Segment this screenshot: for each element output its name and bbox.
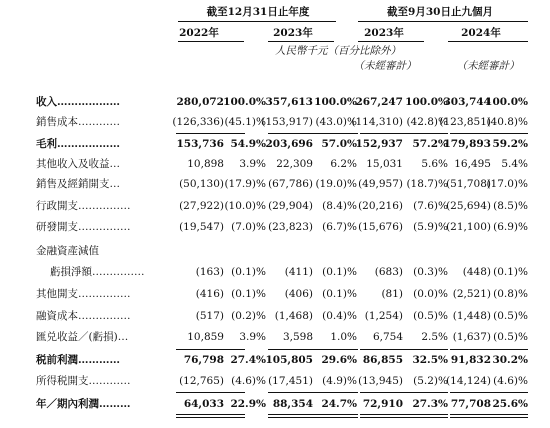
- leader-dots: ……………: [78, 221, 131, 233]
- header-rule: [178, 41, 244, 42]
- leader-dots: …………: [78, 116, 120, 128]
- percent-cell: 59.2%: [492, 138, 528, 150]
- amount-cell: 10,859: [187, 331, 224, 343]
- amount-cell: 303,744: [443, 96, 491, 108]
- amount-cell: (51,708): [446, 178, 491, 190]
- percent-cell: (18.7)%: [406, 178, 448, 190]
- percent-cell: (42.8)%: [406, 116, 448, 128]
- amount-cell: 153,736: [176, 138, 224, 150]
- percent-cell: (17.9)%: [224, 178, 266, 190]
- amount-cell: 86,855: [362, 354, 403, 366]
- total-rule: [360, 392, 448, 393]
- amount-cell: 280,072: [176, 96, 224, 108]
- total-rule: [450, 349, 528, 350]
- amount-cell: 6,754: [372, 331, 403, 343]
- col-year-header: 2024年: [461, 27, 501, 39]
- amount-cell: 10,898: [187, 158, 224, 170]
- row-label-text: 其他開支: [36, 288, 78, 300]
- row-label-text: 匯兑收益／(虧損): [36, 331, 118, 343]
- percent-cell: 27.4%: [230, 354, 266, 366]
- percent-cell: (7.6)%: [413, 200, 448, 212]
- col-year-header: 2022年: [179, 27, 219, 39]
- amount-cell: (13,945): [358, 375, 403, 387]
- amount-cell: (23,823): [268, 221, 313, 233]
- row-label: [36, 178, 120, 191]
- amount-cell: (114,310): [351, 116, 403, 128]
- leader-dots: …: [109, 178, 120, 190]
- amount-cell: (49,957): [358, 178, 403, 190]
- col-year-header: 2023年: [273, 27, 313, 39]
- percent-cell: (0.1)%: [322, 266, 357, 278]
- leader-dots: ………………: [57, 138, 120, 150]
- currency-note: 人民幣千元（百分比除外）: [275, 45, 401, 57]
- row-label: [36, 221, 131, 234]
- header-rule: [448, 41, 528, 42]
- amount-cell: (1,254): [364, 310, 403, 322]
- amount-cell: 72,910: [362, 398, 403, 410]
- percent-cell: (0.5)%: [493, 331, 528, 343]
- row-label: [36, 245, 99, 258]
- percent-cell: 100.0%: [314, 96, 357, 108]
- percent-cell: (19.0)%: [315, 178, 357, 190]
- percent-cell: 100.0%: [485, 96, 528, 108]
- percent-cell: (17.0)%: [486, 178, 528, 190]
- percent-cell: 32.5%: [412, 354, 448, 366]
- percent-cell: (0.1)%: [493, 266, 528, 278]
- percent-cell: (0.5)%: [413, 310, 448, 322]
- amount-cell: 267,247: [355, 96, 403, 108]
- amount-cell: (126,336): [172, 116, 224, 128]
- leader-dots: ………………: [57, 96, 120, 108]
- leader-dots: ……………: [92, 266, 145, 278]
- amount-cell: (683): [374, 266, 403, 278]
- row-label: [36, 331, 128, 344]
- amount-cell: (12,765): [179, 375, 224, 387]
- percent-cell: 22.9%: [230, 398, 266, 410]
- row-label-text: 研發開支: [36, 221, 78, 233]
- percent-cell: 5.4%: [501, 158, 528, 170]
- percent-cell: (4.6)%: [493, 375, 528, 387]
- row-label: [36, 354, 120, 367]
- percent-cell: 29.6%: [321, 354, 357, 366]
- amount-cell: 64,033: [183, 398, 224, 410]
- row-label-text: 毛利: [36, 138, 57, 150]
- percent-cell: (4.9)%: [322, 375, 357, 387]
- percent-cell: (0.8)%: [493, 288, 528, 300]
- header-rule: [358, 21, 528, 22]
- total-rule: [268, 417, 358, 418]
- percent-cell: 54.9%: [230, 138, 266, 150]
- row-label: [36, 138, 120, 151]
- percent-cell: 100.0%: [405, 96, 448, 108]
- amount-cell: (406): [284, 288, 313, 300]
- total-rule: [176, 392, 245, 393]
- unaudited-note: （未經審計）: [353, 60, 417, 72]
- total-rule: [360, 417, 448, 418]
- leader-dots: ……………: [78, 288, 131, 300]
- amount-cell: (416): [195, 288, 224, 300]
- unaudited-note: （未經審計）: [456, 60, 520, 72]
- row-label-text: 金融資產減值: [36, 245, 99, 257]
- amount-cell: 76,798: [183, 354, 224, 366]
- leader-dots: …: [109, 158, 120, 170]
- amount-cell: 91,832: [450, 354, 491, 366]
- total-rule: [450, 414, 528, 415]
- percent-cell: 24.7%: [321, 398, 357, 410]
- row-label: [50, 266, 145, 279]
- header-rule: [268, 41, 334, 42]
- period-group-label: 截至9月30日止九個月: [387, 6, 493, 18]
- row-label-text: 其他收入及收益: [36, 158, 110, 170]
- total-rule: [268, 392, 358, 393]
- row-label-text: 收入: [36, 96, 57, 108]
- percent-cell: 100.0%: [223, 96, 266, 108]
- percent-cell: (0.1)%: [231, 266, 266, 278]
- row-label: [36, 398, 131, 411]
- row-label-text: 銷售及經銷開支: [36, 178, 110, 190]
- amount-cell: (1,637): [452, 331, 491, 343]
- percent-cell: 57.2%: [412, 138, 448, 150]
- total-rule: [450, 133, 528, 134]
- percent-cell: 6.2%: [330, 158, 357, 170]
- total-rule: [176, 417, 245, 418]
- amount-cell: (163): [195, 266, 224, 278]
- percent-cell: 27.3%: [412, 398, 448, 410]
- percent-cell: (10.0)%: [224, 200, 266, 212]
- leader-dots: …………: [88, 375, 131, 387]
- amount-cell: 22,309: [276, 158, 313, 170]
- row-label: [36, 310, 131, 323]
- amount-cell: (411): [284, 266, 313, 278]
- amount-cell: (20,216): [358, 200, 403, 212]
- amount-cell: 16,495: [454, 158, 491, 170]
- amount-cell: (67,786): [268, 178, 313, 190]
- percent-cell: (8.5)%: [493, 200, 528, 212]
- amount-cell: (14,124): [446, 375, 491, 387]
- total-rule: [268, 133, 358, 134]
- total-rule: [360, 414, 448, 415]
- amount-cell: (123,851): [439, 116, 491, 128]
- percent-cell: (8.4)%: [322, 200, 357, 212]
- leader-dots: …………: [78, 354, 120, 366]
- amount-cell: 77,708: [450, 398, 491, 410]
- total-rule: [360, 349, 448, 350]
- header-rule: [178, 21, 336, 22]
- leader-dots: ……………: [78, 200, 131, 212]
- percent-cell: (45.1)%: [224, 116, 266, 128]
- percent-cell: (6.9)%: [493, 221, 528, 233]
- percent-cell: (7.0)%: [231, 221, 266, 233]
- percent-cell: 3.9%: [239, 158, 266, 170]
- header-rule: [358, 41, 424, 42]
- percent-cell: (0.4)%: [322, 310, 357, 322]
- total-rule: [176, 349, 245, 350]
- total-rule: [176, 133, 245, 134]
- total-rule: [450, 417, 528, 418]
- row-label: [36, 96, 120, 109]
- amount-cell: 203,696: [265, 138, 313, 150]
- amount-cell: (517): [195, 310, 224, 322]
- amount-cell: 88,354: [272, 398, 313, 410]
- percent-cell: (0.3)%: [413, 266, 448, 278]
- row-label: [36, 116, 120, 129]
- amount-cell: (1,468): [274, 310, 313, 322]
- leader-dots: …: [117, 331, 129, 343]
- row-label: [36, 288, 131, 301]
- percent-cell: (0.1)%: [322, 288, 357, 300]
- row-label: [36, 375, 131, 388]
- percent-cell: (5.2)%: [413, 375, 448, 387]
- percent-cell: (40.8)%: [486, 116, 528, 128]
- amount-cell: 179,893: [443, 138, 491, 150]
- leader-dots: ………: [99, 398, 131, 410]
- amount-cell: (50,130): [179, 178, 224, 190]
- year-group-label: 截至12月31日止年度: [206, 6, 310, 18]
- total-rule: [268, 349, 358, 350]
- amount-cell: (29,904): [268, 200, 313, 212]
- amount-cell: (2,521): [452, 288, 491, 300]
- row-label: [36, 158, 120, 171]
- amount-cell: 105,805: [265, 354, 313, 366]
- amount-cell: 357,613: [265, 96, 313, 108]
- percent-cell: (4.6)%: [231, 375, 266, 387]
- amount-cell: (1,448): [452, 310, 491, 322]
- percent-cell: 25.6%: [492, 398, 528, 410]
- amount-cell: (81): [381, 288, 403, 300]
- percent-cell: (5.9)%: [413, 221, 448, 233]
- amount-cell: (448): [462, 266, 491, 278]
- row-label-text: 所得税開支: [36, 375, 89, 387]
- percent-cell: (0.0)%: [413, 288, 448, 300]
- total-rule: [268, 414, 358, 415]
- amount-cell: (25,694): [446, 200, 491, 212]
- amount-cell: (21,100): [446, 221, 491, 233]
- percent-cell: (0.2)%: [231, 310, 266, 322]
- percent-cell: (6.7)%: [322, 221, 357, 233]
- amount-cell: (27,922): [179, 200, 224, 212]
- percent-cell: (43.0)%: [315, 116, 357, 128]
- total-rule: [176, 414, 245, 415]
- amount-cell: 15,031: [366, 158, 403, 170]
- percent-cell: (0.5)%: [493, 310, 528, 322]
- row-label-text: 税前利潤: [36, 354, 78, 366]
- percent-cell: 2.5%: [421, 331, 448, 343]
- row-label: [36, 200, 131, 213]
- percent-cell: 30.2%: [492, 354, 528, 366]
- amount-cell: (153,917): [261, 116, 313, 128]
- amount-cell: (15,676): [358, 221, 403, 233]
- percent-cell: 57.0%: [321, 138, 357, 150]
- amount-cell: (19,547): [179, 221, 224, 233]
- amount-cell: (17,451): [268, 375, 313, 387]
- percent-cell: 1.0%: [330, 331, 357, 343]
- col-year-header: 2023年: [364, 27, 404, 39]
- amount-cell: 3,598: [282, 331, 313, 343]
- row-label-text: 銷售成本: [36, 116, 78, 128]
- total-rule: [360, 133, 448, 134]
- total-rule: [450, 392, 528, 393]
- amount-cell: 152,937: [355, 138, 403, 150]
- percent-cell: 3.9%: [239, 331, 266, 343]
- row-label-text: 融資成本: [36, 310, 78, 322]
- percent-cell: 5.6%: [421, 158, 448, 170]
- leader-dots: ……………: [78, 310, 131, 322]
- row-label-text: 行政開支: [36, 200, 78, 212]
- row-label-text: 年／期內利潤: [36, 398, 99, 410]
- row-label-text: 虧損淨額: [50, 266, 92, 278]
- percent-cell: (0.1)%: [231, 288, 266, 300]
